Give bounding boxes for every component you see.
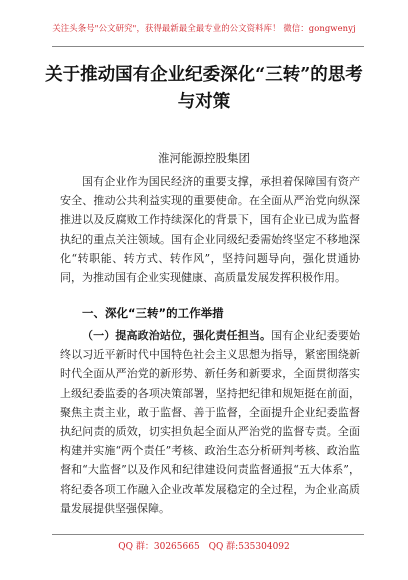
intro-paragraph: 国有企业作为国民经济的重要支撑，承担着保障国有资产安全、推动公共利益实现的重要使命。在全面从严治党向纵深推进以及反腐败工作持续深化的背景下，国有企业已成为监督执纪的重点关注领域。国有企业同级纪委需始终坚定不移地深化“转职能、转方式、转作风”，坚持问题导向，强化贯通协同，为推动国有企业实现健康、高质量发展发挥积极作用。: [60, 175, 360, 285]
header-divider: [52, 46, 364, 47]
footer: [0, 539, 408, 552]
subsection-body: 国有企业纪委要始终以习近平新时代中国特色社会主义思想为指导，紧密围绕新时代全面从严治党的新形势、新任务和新要求，全面贯彻落实上级纪委监委的各项决策部署，坚持把纪律和规矩挺在前面，聚焦主责主业，敢于监督、善于监督，全面提升企业纪委监督执纪问责的质效，切实担负起全面从严治党的监督专责。全面构建并实施“两个责任”考核、政治生态分析研判考核、政治监督和“大监督”以及作风和纪律建设问责监督通报“五大体系”，将纪委各项工作融入企业改革发展稳定的全过程，为企业高质量发展提供坚强保障。: [60, 329, 360, 515]
footer-qq-group-1: QQ 群：30265665: [118, 542, 200, 552]
document-title: 关于推动国有企业纪委深化“三转”的思考与对策: [45, 65, 363, 112]
subsection-lead: （一）提高政治站位，强化责任担当。: [82, 329, 272, 342]
subsection-paragraph: [60, 326, 360, 518]
organization-name: 淮河能源控股集团: [158, 151, 250, 165]
footer-qq-group-2: QQ 群:535304092: [208, 542, 290, 552]
section-heading: 一、深化“三转”的工作举措: [82, 306, 224, 320]
header-banner: 关注头条号"公文研究"，获得最新最全最专业的公文资料库！ 微信：gongwenyj: [52, 23, 356, 33]
footer-divider: [52, 534, 364, 535]
